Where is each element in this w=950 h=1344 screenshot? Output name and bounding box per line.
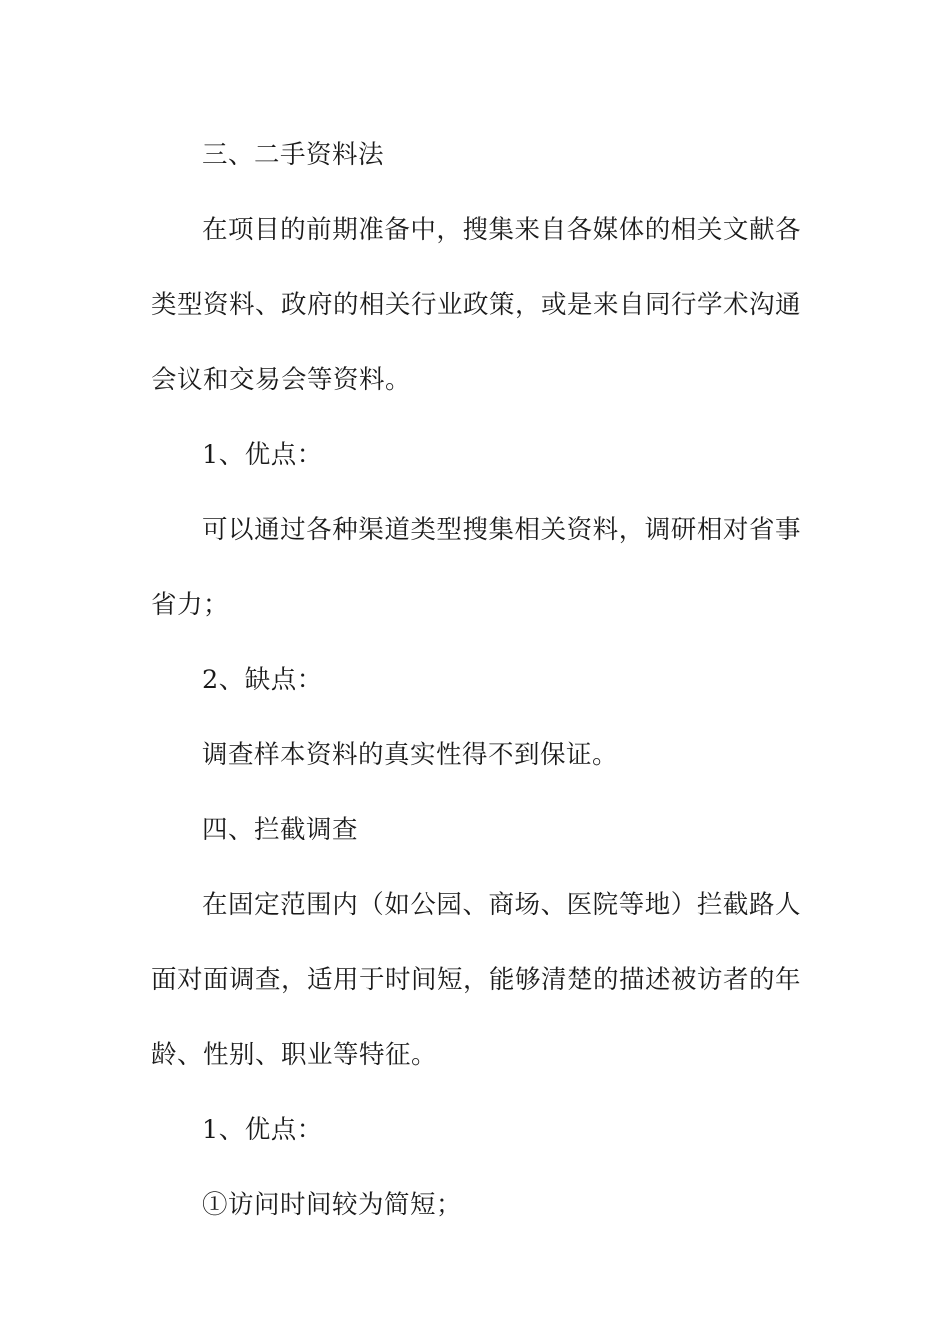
- paragraph-intercept-description: 在固定范围内（如公园、商场、医院等地）拦截路人面对面调查，适用于时间短，能够清楚的描述被访者的年龄、性别、职业等特征。: [151, 890, 802, 1070]
- list-item-short-interview: ①访问时间较为简短；: [202, 1190, 463, 1220]
- section-heading-intercept-survey: 四、拦截调查: [202, 815, 359, 845]
- paragraph-secondhand-description: 在项目的前期准备中，搜集来自各媒体的相关文献各类型资料、政府的相关行业政策，或是来自同行学术沟通会议和交易会等资料。: [151, 215, 802, 395]
- subheading-intercept-advantages: 1、优点：: [202, 1115, 323, 1145]
- subheading-advantages: 1、优点：: [202, 440, 323, 470]
- document-body: [151, 118, 801, 1243]
- paragraph-advantages: 可以通过各种渠道类型搜集相关资料，调研相对省事省力；: [151, 515, 801, 620]
- section-heading-secondhand-data: 三、二手资料法: [202, 140, 385, 170]
- subheading-disadvantages: 2、缺点：: [202, 665, 323, 695]
- paragraph-disadvantages: 调查样本资料的真实性得不到保证。: [202, 740, 619, 770]
